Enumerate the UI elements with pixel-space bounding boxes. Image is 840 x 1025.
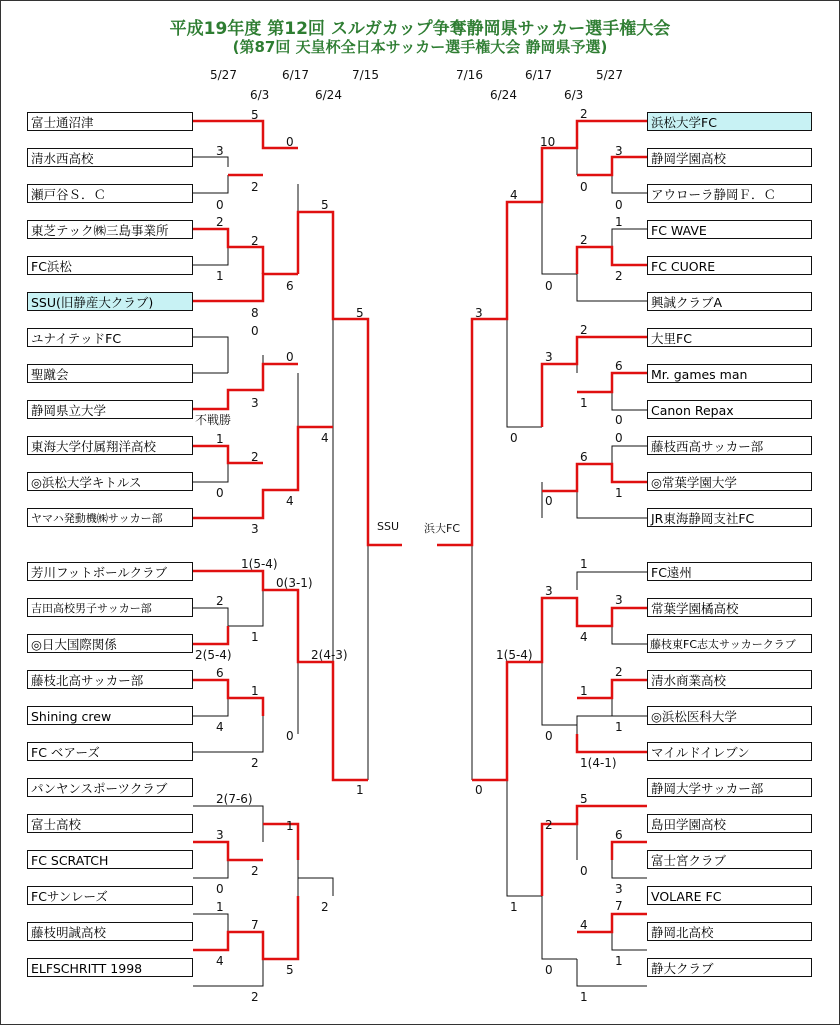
date-left-r3: 6/17 — [282, 68, 309, 82]
right-win-9 — [577, 734, 647, 752]
score: 0 — [216, 882, 224, 896]
date-left-r4: 6/24 — [315, 88, 342, 102]
score: 4 — [580, 918, 588, 932]
left-team-20: 富士高校 — [27, 814, 193, 833]
right-line-6 — [612, 392, 647, 410]
left-win-10 — [193, 626, 228, 644]
score: 1 — [615, 486, 623, 500]
score: 1 — [615, 954, 623, 968]
left-team-6: SSU(旧静産大クラブ) — [27, 292, 193, 311]
score: 1 — [580, 990, 588, 1004]
score: 1 — [580, 396, 588, 410]
score: 3 — [216, 144, 224, 158]
right-line-5 — [542, 202, 577, 274]
left-win-6 — [193, 364, 298, 409]
right-team-19: 静岡大学サッカー部 — [647, 778, 812, 797]
left-line-22 — [193, 914, 228, 932]
score: 2(4-3) — [311, 648, 348, 662]
left-team-19: パンヤンスポーツクラブ — [27, 778, 193, 797]
score: 3 — [475, 306, 483, 320]
left-win-12 — [193, 842, 263, 860]
right-team-24: 静大クラブ — [647, 958, 812, 977]
score: 1 — [251, 684, 259, 698]
score: 5 — [356, 306, 364, 320]
right-win-5 — [577, 373, 647, 392]
score: 2 — [216, 215, 224, 229]
score: 2 — [251, 756, 259, 770]
score: 1 — [251, 630, 259, 644]
score: 0(3-1) — [276, 576, 313, 590]
right-team-12: JR東海静岡支社FC — [647, 508, 812, 527]
left-line-25 — [298, 878, 333, 896]
score: 0 — [286, 729, 294, 743]
left-team-12: ヤマハ発動機㈱サッカー部 — [27, 508, 193, 527]
score: 3 — [251, 396, 259, 410]
score: 1 — [216, 900, 224, 914]
score: 4 — [216, 954, 224, 968]
left-team-10: 東海大学付属翔洋高校 — [27, 436, 193, 455]
score: 6 — [615, 828, 623, 842]
right-win-10 — [542, 806, 647, 896]
score: 6 — [615, 359, 623, 373]
left-team-5: FC浜松 — [27, 256, 193, 275]
right-line-4 — [577, 274, 647, 301]
score: 2(7-6) — [216, 792, 253, 806]
score: 1(5-4) — [241, 557, 278, 571]
score: 0 — [545, 963, 553, 977]
date-right-r3: 6/17 — [525, 68, 552, 82]
right-team-8: Mr. games man — [647, 364, 812, 383]
score: 0 — [216, 198, 224, 212]
score: 0 — [286, 135, 294, 149]
score: 1 — [615, 215, 623, 229]
score: 2 — [580, 233, 588, 247]
score: 5 — [251, 108, 259, 122]
score: 2 — [615, 269, 623, 283]
left-win-8 — [193, 427, 333, 518]
right-team-1: 浜松大学FC — [647, 112, 812, 131]
finalist-left: SSU — [377, 520, 400, 533]
right-team-14: 常葉学園橘高校 — [647, 598, 812, 617]
left-line-10 — [193, 463, 228, 482]
left-line-3 — [193, 175, 228, 193]
score: 0 — [216, 486, 224, 500]
left-team-11: ◎浜松大学キトルス — [27, 472, 193, 491]
right-line-14 — [612, 698, 647, 716]
left-team-18: FC ベアーズ — [27, 742, 193, 761]
score: 5 — [321, 198, 329, 212]
right-line-17 — [612, 860, 647, 878]
score: 0 — [475, 783, 483, 797]
right-line-15 — [577, 716, 612, 734]
score: 0 — [615, 198, 623, 212]
left-line-24 — [193, 959, 263, 986]
score: 1 — [286, 819, 294, 833]
left-team-24: ELFSCHRITT 1998 — [27, 958, 193, 977]
score: 5 — [286, 963, 294, 977]
score: 1 — [216, 432, 224, 446]
score: 6 — [286, 279, 294, 293]
right-line-21 — [542, 896, 577, 959]
right-team-15: 藤枝東FC志太サッカークラブ — [647, 634, 812, 653]
left-line-2 — [193, 157, 228, 167]
right-team-17: ◎浜松医科大学 — [647, 706, 812, 725]
right-line-1 — [612, 175, 647, 193]
left-team-7: ユナイテッドFC — [27, 328, 193, 347]
right-team-22: VOLARE FC — [647, 886, 812, 905]
score: 1 — [615, 720, 623, 734]
score: 1 — [510, 900, 518, 914]
right-line-8 — [612, 446, 647, 464]
page-subtitle: (第87回 天皇杯全日本サッカー選手権大会 静岡県予選) — [232, 38, 608, 56]
right-team-3: アウローラ静岡Ｆ．Ｃ — [647, 184, 812, 203]
score: 3 — [216, 828, 224, 842]
score: 2 — [321, 900, 329, 914]
score: 2 — [251, 990, 259, 1004]
right-win-2 — [577, 157, 647, 175]
right-team-7: 大里FC — [647, 328, 812, 347]
score: 1(5-4) — [496, 648, 533, 662]
score: 2 — [580, 107, 588, 121]
right-win-11 — [612, 842, 647, 860]
score: 1 — [580, 557, 588, 571]
left-line-13 — [193, 608, 228, 626]
score: 0 — [545, 494, 553, 508]
left-team-2: 清水西高校 — [27, 148, 193, 167]
score: 4 — [510, 188, 518, 202]
left-line-20 — [193, 860, 228, 878]
right-line-3 — [612, 229, 647, 247]
date-right-r2: 6/3 — [564, 88, 584, 102]
score: 1 — [580, 684, 588, 698]
score: 2 — [545, 818, 553, 832]
score: 0 — [545, 729, 553, 743]
score: 0 — [615, 431, 623, 445]
right-team-5: FC CUORE — [647, 256, 812, 275]
left-team-16: 藤枝北高サッカー部 — [27, 670, 193, 689]
page-title: 平成19年度 第12回 スルガカップ争奪静岡県サッカー選手権大会 — [169, 19, 671, 39]
right-line-22 — [507, 662, 542, 896]
right-win-4 — [542, 337, 647, 427]
right-win-3 — [577, 247, 647, 274]
score: 7 — [251, 918, 259, 932]
score: 1 — [356, 783, 364, 797]
left-line-7 — [193, 337, 228, 373]
date-left-r1: 5/27 — [210, 68, 237, 82]
score: 0 — [545, 279, 553, 293]
left-team-13: 芳川フットボールクラブ — [27, 562, 193, 581]
left-team-15: ◎日大国際関係 — [27, 634, 193, 653]
date-right-sf: 7/16 — [456, 68, 483, 82]
score: 2 — [615, 665, 623, 679]
score: 10 — [540, 135, 556, 149]
score: 6 — [216, 666, 224, 680]
score: 不戦勝 — [195, 413, 232, 427]
score: 3 — [615, 144, 623, 158]
right-team-18: マイルドイレブン — [647, 742, 812, 761]
score: 4 — [216, 720, 224, 734]
score: 0 — [510, 431, 518, 445]
score: 3 — [545, 584, 553, 598]
score: 3 — [251, 522, 259, 536]
date-right-r1: 5/27 — [596, 68, 623, 82]
right-line-12 — [577, 572, 647, 590]
right-team-9: Canon Repax — [647, 400, 812, 419]
left-win-5 — [298, 212, 402, 545]
right-win-6 — [542, 464, 647, 491]
left-line-14 — [228, 590, 263, 626]
left-win-4 — [193, 274, 298, 301]
right-line-16 — [542, 662, 577, 725]
score: 1 — [216, 269, 224, 283]
left-team-23: 藤枝明誠高校 — [27, 922, 193, 941]
score: 0 — [615, 413, 623, 427]
right-team-21: 富士宮クラブ — [647, 850, 812, 869]
score: 7 — [615, 899, 623, 913]
score: 0 — [251, 324, 259, 338]
score: 4 — [580, 630, 588, 644]
left-team-8: 聖蹴会 — [27, 364, 193, 383]
right-team-2: 静岡学園高校 — [647, 148, 812, 167]
score: 0 — [286, 350, 294, 364]
score: 2 — [251, 450, 259, 464]
left-team-4: 東芝テック㈱三島事業所 — [27, 220, 193, 239]
left-team-21: FC SCRATCH — [27, 850, 193, 869]
left-line-15 — [193, 698, 228, 716]
right-team-10: 藤枝西高サッカー部 — [647, 436, 812, 455]
left-line-17 — [193, 734, 263, 752]
score: 4 — [321, 431, 329, 445]
date-left-sf: 7/15 — [352, 68, 379, 82]
score: 3 — [615, 882, 623, 896]
left-team-14: 吉田高校男子サッカー部 — [27, 598, 193, 617]
score: 3 — [545, 350, 553, 364]
date-left-r2: 6/3 — [250, 88, 270, 102]
score: 2(5-4) — [195, 648, 232, 662]
right-line-20 — [577, 959, 647, 986]
score: 0 — [580, 180, 588, 194]
left-win-1 — [193, 121, 298, 148]
right-team-16: 清水商業高校 — [647, 670, 812, 689]
right-team-13: FC遠州 — [647, 562, 812, 581]
left-line-5 — [193, 247, 228, 265]
right-team-11: ◎常葉学園大学 — [647, 472, 812, 491]
score: 3 — [615, 593, 623, 607]
right-line-11 — [507, 202, 542, 427]
right-line-9 — [577, 491, 647, 518]
left-team-22: FCサンレーズ — [27, 886, 193, 905]
finalist-right: 浜大FC — [424, 522, 461, 535]
score: 4 — [286, 494, 294, 508]
left-team-1: 富士通沼津 — [27, 112, 193, 131]
left-team-9: 静岡県立大学 — [27, 400, 193, 419]
score: 2 — [251, 180, 259, 194]
score: 2 — [216, 594, 224, 608]
right-team-4: FC WAVE — [647, 220, 812, 239]
left-win-14 — [193, 896, 298, 959]
right-team-23: 静岡北高校 — [647, 922, 812, 941]
score: 2 — [251, 864, 259, 878]
score: 2 — [251, 234, 259, 248]
right-line-13 — [612, 626, 647, 644]
score: 2 — [580, 323, 588, 337]
score: 6 — [580, 450, 588, 464]
left-line-19 — [193, 806, 263, 824]
score: 8 — [251, 306, 259, 320]
date-right-r4: 6/24 — [490, 88, 517, 102]
right-line-19 — [612, 932, 647, 950]
score: 5 — [580, 792, 588, 806]
right-team-20: 島田学園高校 — [647, 814, 812, 833]
score: 1(4-1) — [580, 756, 617, 770]
left-team-3: 瀬戸谷Ｓ．Ｃ — [27, 184, 193, 203]
left-team-17: Shining crew — [27, 706, 193, 725]
score: 0 — [580, 864, 588, 878]
right-team-6: 興誠クラブA — [647, 292, 812, 311]
